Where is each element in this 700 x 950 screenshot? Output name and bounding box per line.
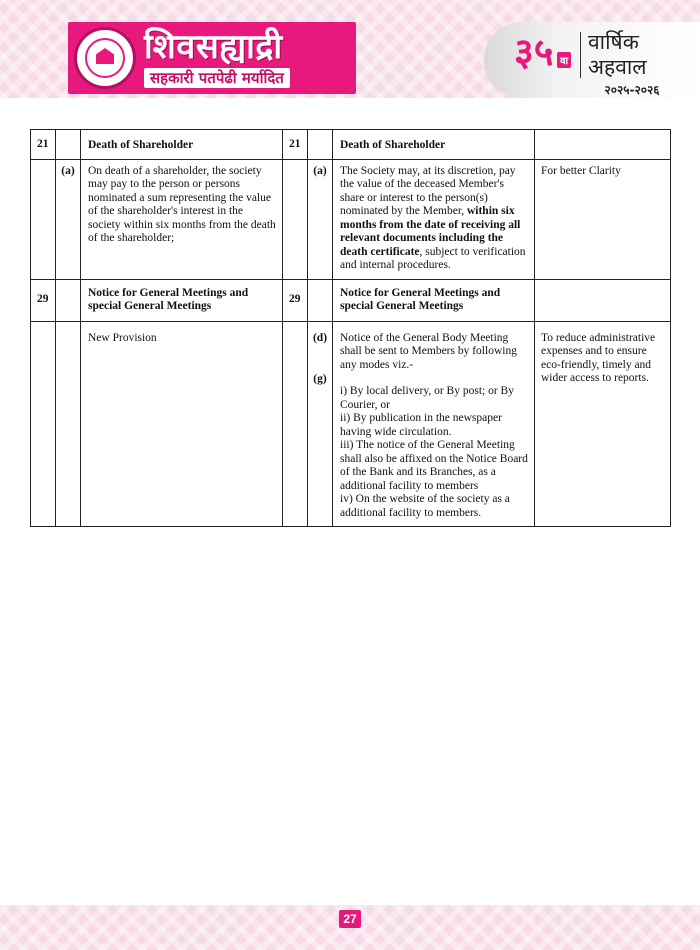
bylaw-amendment-table <box>30 129 671 527</box>
annual-report-badge <box>484 22 700 98</box>
table-row <box>31 130 671 160</box>
old-clause-title: Notice for General Meetings and special General Meetings <box>81 279 283 321</box>
footer-band <box>0 905 700 950</box>
anniversary-suffix: वा <box>557 52 571 68</box>
old-subclause-cell <box>56 279 81 321</box>
new-clause-text: Notice of the General Body Meeting shall be sent to Members by following any modes viz.- i) By local delivery, or By post; or By Courier, or ii) By publication in the newspaper having wide circulation. iii) The notice of the General Meeting shall also be affixed on the Notice Board of the Bank and its Branches, as a additional facility to members iv) On the website of the society as a additional facility to members. <box>333 321 535 527</box>
new-subclause: (a) <box>308 159 333 279</box>
old-clause-number: 21 <box>31 130 56 160</box>
new-clause-title: Death of Shareholder <box>333 130 535 160</box>
new-clause-number-cell <box>283 159 308 279</box>
old-subclause-cell <box>56 321 81 527</box>
new-clause-number: 21 <box>283 130 308 160</box>
old-clause-text: New Provision <box>81 321 283 527</box>
anniversary-number: ३५ <box>514 30 554 74</box>
old-clause-number-cell <box>31 159 56 279</box>
old-subclause-cell <box>56 130 81 160</box>
remark-cell <box>535 130 671 160</box>
table-row <box>31 279 671 321</box>
old-clause-number-cell <box>31 321 56 527</box>
new-subclause: (g) <box>313 373 327 385</box>
page-number: 27 <box>339 910 361 928</box>
logo-subtitle: सहकारी पतपेढी मर्यादित <box>144 68 290 88</box>
remark: To reduce administrative expenses and to ensure eco-friendly, timely and wider access to reports. <box>535 321 671 527</box>
new-subclause-cell <box>308 279 333 321</box>
remark-cell <box>535 279 671 321</box>
report-year: २०२५-२०२६ <box>604 83 660 97</box>
logo-title: शिवसह्याद्री <box>144 27 283 67</box>
table-row <box>31 321 671 527</box>
header-band <box>0 0 700 98</box>
new-subclause-stack <box>308 321 333 527</box>
new-subclause-cell <box>308 130 333 160</box>
table-row <box>31 159 671 279</box>
remark: For better Clarity <box>535 159 671 279</box>
emblem-icon <box>74 27 136 89</box>
old-clause-title: Death of Shareholder <box>81 130 283 160</box>
new-clause-title: Notice for General Meetings and special General Meetings <box>333 279 535 321</box>
report-title: वार्षिक अहवाल <box>588 30 647 79</box>
badge-divider <box>580 32 581 78</box>
old-clause-text: On death of a shareholder, the society may pay to the person or persons nominated a sum representing the value of the shareholder's interest in the society within six months from the death of the shareholder; <box>81 159 283 279</box>
old-subclause: (a) <box>56 159 81 279</box>
new-clause-text: The Society may, at its discretion, pay the value of the deceased Member's share or interest to the person(s) nominated by the Member, within six months from the date of receiving all relevant documents including the death certificate, subject to verification and internal procedures. <box>333 159 535 279</box>
new-clause-number-cell <box>283 321 308 527</box>
new-clause-number: 29 <box>283 279 308 321</box>
old-clause-number: 29 <box>31 279 56 321</box>
society-logo <box>68 22 356 94</box>
new-subclause: (d) <box>312 331 328 344</box>
